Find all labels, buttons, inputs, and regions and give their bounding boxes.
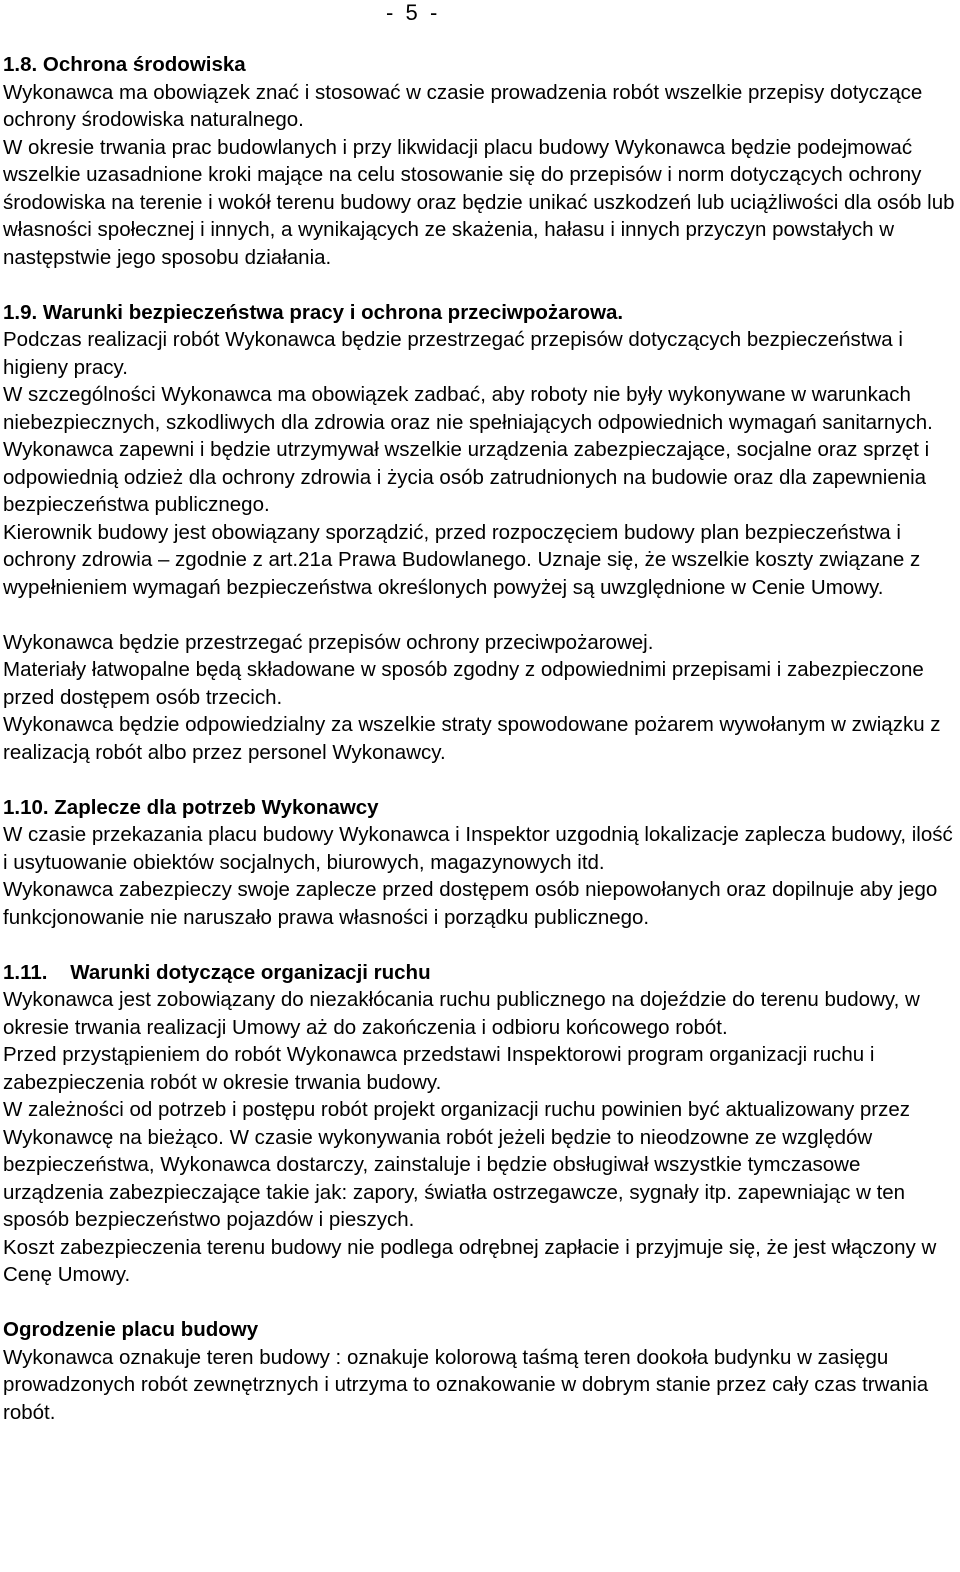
section-safety [3, 299, 958, 767]
paragraph: Wykonawca oznakuje teren budowy : oznakuje kolorową taśmą teren dookoła budynku w zasięgu prowadzonych robót zewnętrznych i utrzyma to oznakowanie w dobrym stanie przez cały czas trwania robót. [3, 1345, 929, 1424]
paragraph: Wykonawca będzie przestrzegać przepisów ochrony przeciwpożarowej. [3, 630, 654, 654]
section-heading: 1.8. Ochrona środowiska [3, 53, 246, 76]
paragraph: Podczas realizacji robót Wykonawca będzie przestrzegać przepisów dotyczących bezpieczeństwa i higieny pracy. [3, 328, 903, 379]
spacer [3, 766, 958, 794]
spacer [3, 931, 958, 959]
paragraph: Wykonawca zapewni i będzie utrzymywał wszelkie urządzenia zabezpieczające, socjalne oraz sprzęt i odpowiednią odzież dla ochrony zdrowia i życia osób zatrudnionych na budowie oraz dla zapewnienia bezpieczeństwa publicznego. [3, 438, 930, 516]
section-heading: Ogrodzenie placu budowy [3, 1318, 259, 1341]
section-heading: 1.9. Warunki bezpieczeństwa pracy i ochrona przeciwpożarowa. [3, 300, 624, 324]
paragraph: Wykonawca zabezpieczy swoje zaplecze przed dostępem osób niepowołanych oraz dopilnuje aby jego funkcjonowanie nie naruszało prawa własności i porządku publicznego. [3, 878, 938, 929]
section-traffic-organization [3, 959, 958, 1289]
spacer [3, 601, 958, 629]
section-site-fencing [3, 1316, 958, 1426]
paragraph: W szczególności Wykonawca ma obowiązek zadbać, aby roboty nie były wykonywane w warunkach niebezpiecznych, szkodliwych dla zdrowia oraz nie spełniających odpowiednich wymagań sanitarnych. [3, 383, 933, 434]
section-environment [3, 51, 958, 271]
paragraph: Koszt zabezpieczenia terenu budowy nie podlega odrębnej zapłacie i przyjmuje się, że jest włączony w Cenę Umowy. [3, 1235, 937, 1286]
paragraph: Wykonawca jest zobowiązany do niezakłócania ruchu publicznego na dojeździe do terenu budowy, w okresie trwania realizacji Umowy aż do zakończenia i odbioru końcowego robót. [3, 988, 920, 1039]
paragraph: W zależności od potrzeb i postępu robót projekt organizacji ruchu powinien być aktualizowany przez Wykonawcę na bieżąco. W czasie wykonywania robót jeżeli będzie to nieodzowne ze względów bezpieczeństwa, Wykonawca dostarczy, zainstaluje i będzie obsługiwał wszystkie tymczasowe urządzenia zabezpieczające takie jak: zapory, światła ostrzegawcze, sygnały itp. zapewniając w ten sposób bezpieczeństwo pojazdów i pieszych. [3, 1098, 911, 1231]
section-heading: 1.11. Warunki dotyczące organizacji ruchu [3, 960, 431, 984]
document-body [3, 51, 958, 1426]
paragraph: Materiały łatwopalne będą składowane w sposób zgodny z odpowiednimi przepisami i zabezpieczone przed dostępem osób trzecich. [3, 658, 924, 709]
section-heading: 1.10. Zaplecze dla potrzeb Wykonawcy [3, 795, 379, 819]
paragraph: W czasie przekazania placu budowy Wykonawca i Inspektor uzgodnią lokalizacje zaplecza budowy, ilość i usytuowanie obiektów socjalnych, biurowych, magazynowych itd. [3, 823, 953, 874]
spacer [3, 271, 958, 299]
spacer [3, 1289, 958, 1317]
paragraph: Kierownik budowy jest obowiązany sporządzić, przed rozpoczęciem budowy plan bezpieczeństwa i ochrony zdrowia – zgodnie z art.21a Prawa Budowlanego. Uznaje się, że wszelkie koszty związane z wypełnieniem wymagań bezpieczeństwa określonych powyżej są uwzględnione w Cenie Umowy. [3, 520, 921, 599]
paragraph: W okresie trwania prac budowlanych i przy likwidacji placu budowy Wykonawca będzie podejmować wszelkie uzasadnione kroki mające na celu stosowanie się do przepisów i norm dotyczących ochrony środowiska na terenie i wokół terenu budowy oraz będzie unikać uszkodzeń lub uciążliwości dla osób lub własności społecznej i innych, a wynikających ze skażenia, hałasu i innych przyczyn powstałych w następstwie jego sposobu działania. [3, 135, 955, 269]
paragraph: Wykonawca będzie odpowiedzialny za wszelkie straty spowodowane pożarem wywołanym w związku z realizacją robót albo przez personel Wykonawcy. [3, 713, 941, 764]
paragraph: Przed przystąpieniem do robót Wykonawca przedstawi Inspektorowi program organizacji ruchu i zabezpieczenia robót w okresie trwania budowy. [3, 1043, 875, 1094]
section-contractor-facilities [3, 794, 958, 932]
page-number: - 5 - [386, 0, 438, 25]
paragraph: Wykonawca ma obowiązek znać i stosować w czasie prowadzenia robót wszelkie przepisy dotyczące ochrony środowiska naturalnego. [3, 80, 923, 131]
